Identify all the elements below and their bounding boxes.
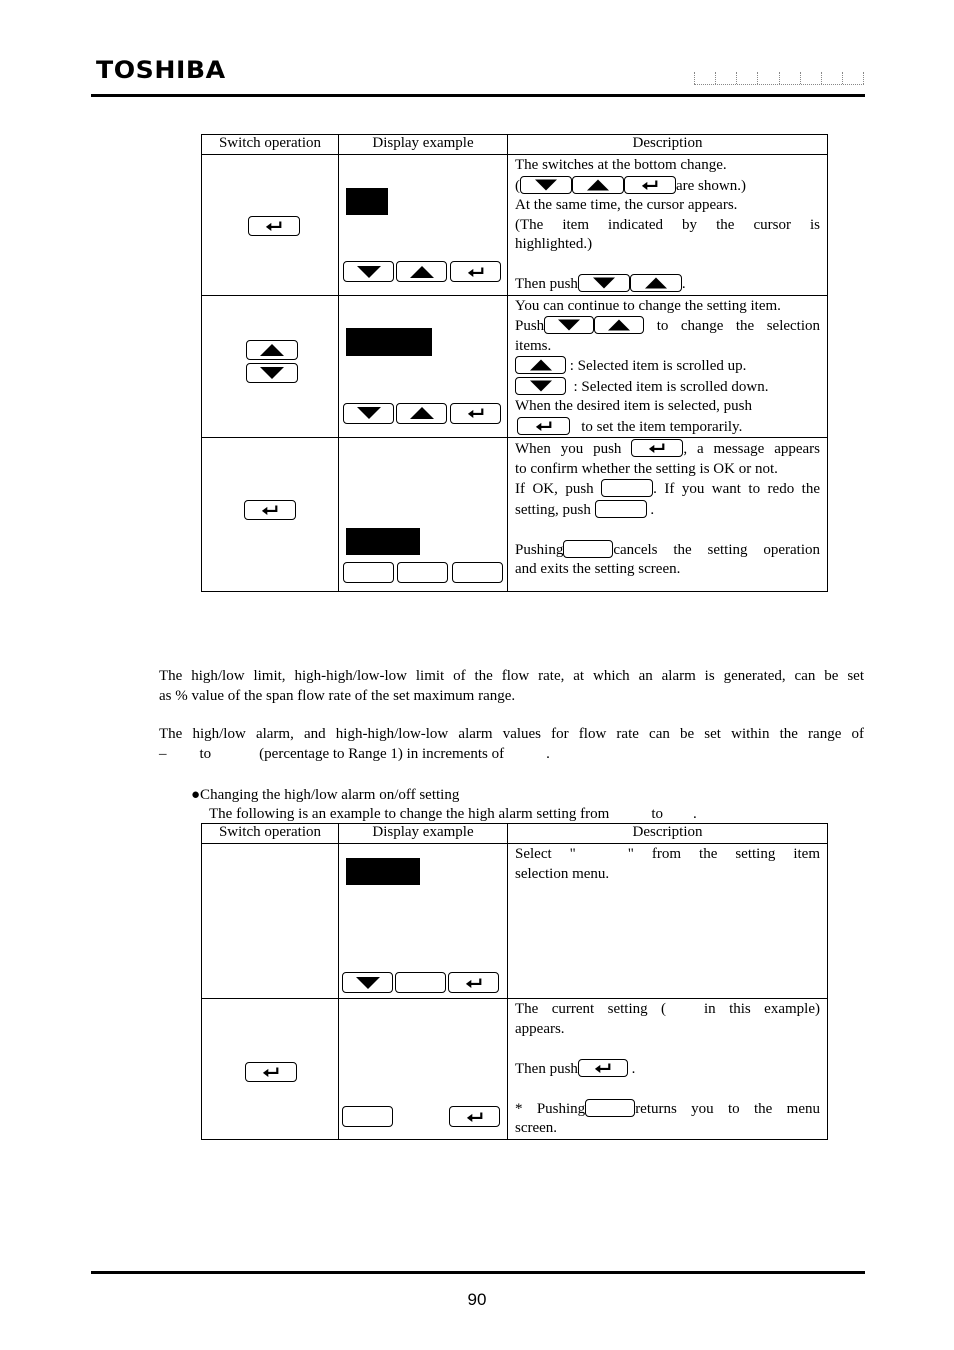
enter-key-button[interactable] [449, 1106, 500, 1127]
up-triangle-icon [587, 179, 609, 190]
alarm-intro-paragraph: The high/low limit, high-high/low-low limit of the flow rate, at which an alarm is generated, can be set as % value of the span flow rate of the set maximum range. [159, 668, 864, 704]
enter-key-button[interactable] [245, 1062, 297, 1082]
enter-arrow-icon [466, 1111, 484, 1123]
col-header-description: Description [508, 824, 828, 844]
description-row-3: When you push , a message appears to confirm whether the setting is OK or not. If OK, push . If you want to redo the setting, push . Pushing cancels the setting operation and exits the setting screen. [515, 441, 821, 577]
soft-key-left[interactable] [343, 562, 394, 583]
down-triangle-icon [356, 977, 380, 989]
down-triangle-icon [357, 266, 381, 278]
page-number: 90 [467, 1290, 487, 1309]
enter-key-button [624, 176, 676, 194]
highlighted-cursor-item [346, 328, 432, 356]
enter-arrow-icon [535, 420, 553, 432]
down-key-button [520, 176, 572, 194]
down-triangle-icon [558, 320, 580, 331]
col-header-switch-operation: Switch operation [202, 135, 339, 155]
down-key-button[interactable] [343, 261, 394, 282]
enter-arrow-icon [467, 407, 485, 419]
down-key-button [515, 377, 566, 395]
enter-key-button[interactable] [448, 972, 499, 993]
header-rule [91, 94, 865, 97]
example-intro: The following is an example to change the high alarm setting from to . [209, 806, 697, 822]
enter-key-button[interactable] [248, 216, 300, 236]
enter-arrow-icon [594, 1062, 612, 1074]
soft-key-right[interactable] [452, 562, 503, 583]
up-triangle-icon [410, 407, 434, 419]
highlighted-cursor-item [346, 528, 420, 555]
up-triangle-icon [410, 266, 434, 278]
description-row-2: You can continue to change the setting item. Push to change the selection items. : Selected item is scrolled up. : Selected item is scrolled down. When the desired item is selected, push to set the item temporarily. [515, 297, 821, 435]
enter-key-button[interactable] [244, 500, 296, 520]
bullet-heading: ●Changing the high/low alarm on/off setting [191, 787, 460, 803]
down-key-button [544, 316, 594, 334]
header-document-number-marks [694, 70, 864, 85]
alarm-range-paragraph: The high/low alarm, and high-high/low-low alarm values for flow rate can be set within the range of – to (percentage to Range 1) in increments of . [159, 726, 864, 762]
enter-key-button[interactable] [450, 403, 501, 424]
footer-rule [91, 1271, 865, 1274]
enter-arrow-icon [261, 504, 279, 516]
enter-arrow-icon [262, 1066, 280, 1078]
down-triangle-icon [530, 380, 552, 391]
down-triangle-icon [593, 278, 615, 289]
operation-table-1 [201, 134, 828, 592]
highlighted-cursor-item [346, 188, 388, 215]
down-triangle-icon [260, 367, 284, 379]
soft-key-ok [601, 479, 653, 497]
up-key-button[interactable] [396, 403, 447, 424]
up-triangle-icon [645, 278, 667, 289]
up-key-button[interactable] [396, 261, 447, 282]
col-header-display-example: Display example [339, 135, 508, 155]
description-row-1: The switches at the bottom change. ( are shown.) At the same time, the cursor appears. (The item indicated by the cursor is highlighted.) Then push . [515, 157, 820, 292]
soft-key-redo [595, 500, 647, 518]
enter-arrow-icon [648, 442, 666, 454]
enter-arrow-icon [465, 977, 483, 989]
enter-arrow-icon [641, 179, 659, 191]
description-row-5: The current setting ( in this example) appears. Then push . * Pushing returns you to the menu screen. [515, 1001, 820, 1136]
highlighted-cursor-item [346, 858, 420, 885]
operation-table-2 [201, 823, 828, 1140]
soft-key-left[interactable] [342, 1106, 393, 1127]
down-triangle-icon [357, 407, 381, 419]
up-triangle-icon [530, 360, 552, 371]
col-header-switch-operation: Switch operation [202, 824, 339, 844]
soft-key-middle[interactable] [397, 562, 448, 583]
enter-arrow-icon [265, 220, 283, 232]
enter-key-button [631, 439, 683, 457]
up-key-button[interactable] [246, 340, 298, 360]
down-key-button [578, 274, 630, 292]
up-key-button [630, 274, 682, 292]
up-key-button [594, 316, 644, 334]
down-key-button[interactable] [343, 403, 394, 424]
col-header-description: Description [508, 135, 828, 155]
soft-key-back [585, 1099, 635, 1117]
soft-key-middle[interactable] [395, 972, 446, 993]
enter-key-button [578, 1059, 628, 1077]
enter-key-button[interactable] [450, 261, 501, 282]
up-key-button [515, 356, 566, 374]
down-key-button[interactable] [342, 972, 393, 993]
col-header-display-example: Display example [339, 824, 508, 844]
soft-key-cancel [563, 540, 613, 558]
up-key-button [572, 176, 624, 194]
toshiba-logo: TOSHIBA [96, 56, 226, 84]
up-triangle-icon [608, 320, 630, 331]
enter-arrow-icon [467, 266, 485, 278]
down-key-button[interactable] [246, 363, 298, 383]
up-triangle-icon [260, 344, 284, 356]
down-triangle-icon [535, 179, 557, 190]
description-row-4: Select " " from the setting item selection menu. [515, 846, 820, 882]
enter-key-button [517, 417, 570, 435]
